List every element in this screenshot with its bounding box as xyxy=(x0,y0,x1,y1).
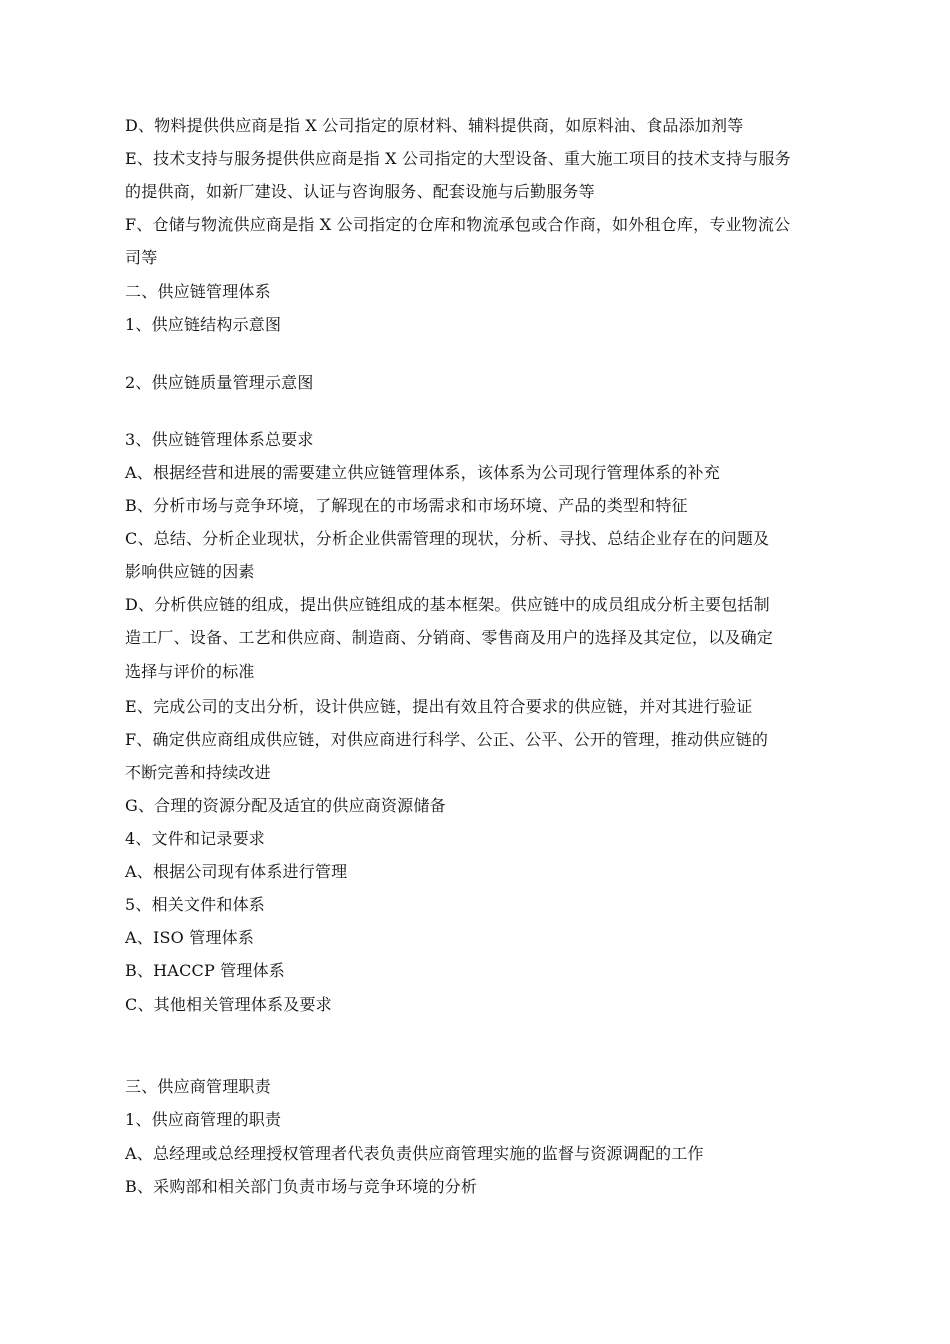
text-line-req-c: C、总结、分析企业现状，分析企业供需管理的现状，分析、寻找、总结企业存在的问题及 xyxy=(125,529,770,548)
subheading-3-1: 1、供应商管理的职责 xyxy=(125,1110,282,1129)
text-line-req-f-cont: 不断完善和持续改进 xyxy=(125,763,271,782)
text-line-req-g: G、合理的资源分配及适宜的供应商资源储备 xyxy=(125,796,446,815)
text-line-docs-a: A、ISO 管理体系 xyxy=(125,928,255,947)
subheading-2-3: 3、供应链管理体系总要求 xyxy=(125,430,314,449)
text-line-supplier-f-cont: 司等 xyxy=(125,248,158,267)
text-line-records-a: A、根据公司现有体系进行管理 xyxy=(125,862,348,881)
text-line-docs-b: B、HACCP 管理体系 xyxy=(125,961,286,980)
text-line-docs-c: C、其他相关管理体系及要求 xyxy=(125,995,332,1014)
section-heading-2: 二、供应链管理体系 xyxy=(125,282,271,301)
text-line-duty-a: A、总经理或总经理授权管理者代表负责供应商管理实施的监督与资源调配的工作 xyxy=(125,1144,704,1163)
text-line-supplier-f: F、仓储与物流供应商是指 X 公司指定的仓库和物流承包或合作商，如外租仓库，专业物流公 xyxy=(125,215,791,234)
text-line-supplier-d: D、物料提供供应商是指 X 公司指定的原材料、辅料提供商，如原料油、食品添加剂等 xyxy=(125,116,744,135)
text-line-duty-b: B、采购部和相关部门负责市场与竞争环境的分析 xyxy=(125,1177,478,1196)
text-line-req-c-cont: 影响供应链的因素 xyxy=(125,562,255,581)
subheading-2-5: 5、相关文件和体系 xyxy=(125,895,265,914)
section-heading-3: 三、供应商管理职责 xyxy=(125,1077,271,1096)
text-line-req-d-cont1: 造工厂、设备、工艺和供应商、制造商、分销商、零售商及用户的选择及其定位，以及确定 xyxy=(125,628,774,647)
text-line-req-a: A、根据经营和进展的需要建立供应链管理体系，该体系为公司现行管理体系的补充 xyxy=(125,463,720,482)
text-line-supplier-e: E、技术支持与服务提供供应商是指 X 公司指定的大型设备、重大施工项目的技术支持与服务 xyxy=(125,149,791,168)
text-line-req-f: F、确定供应商组成供应链，对供应商进行科学、公正、公平、公开的管理，推动供应链的 xyxy=(125,730,769,749)
text-line-req-d: D、分析供应链的组成，提出供应链组成的基本框架。供应链中的成员组成分析主要包括制 xyxy=(125,595,770,614)
subheading-2-2: 2、供应链质量管理示意图 xyxy=(125,373,314,392)
text-line-req-d-cont2: 选择与评价的标准 xyxy=(125,662,255,681)
text-line-supplier-e-cont: 的提供商，如新厂建设、认证与咨询服务、配套设施与后勤服务等 xyxy=(125,182,595,201)
subheading-2-1: 1、供应链结构示意图 xyxy=(125,315,282,334)
text-line-req-b: B、分析市场与竞争环境，了解现在的市场需求和市场环境、产品的类型和特征 xyxy=(125,496,688,515)
text-line-req-e: E、完成公司的支出分析，设计供应链，提出有效且符合要求的供应链，并对其进行验证 xyxy=(125,697,753,716)
subheading-2-4: 4、文件和记录要求 xyxy=(125,829,265,848)
